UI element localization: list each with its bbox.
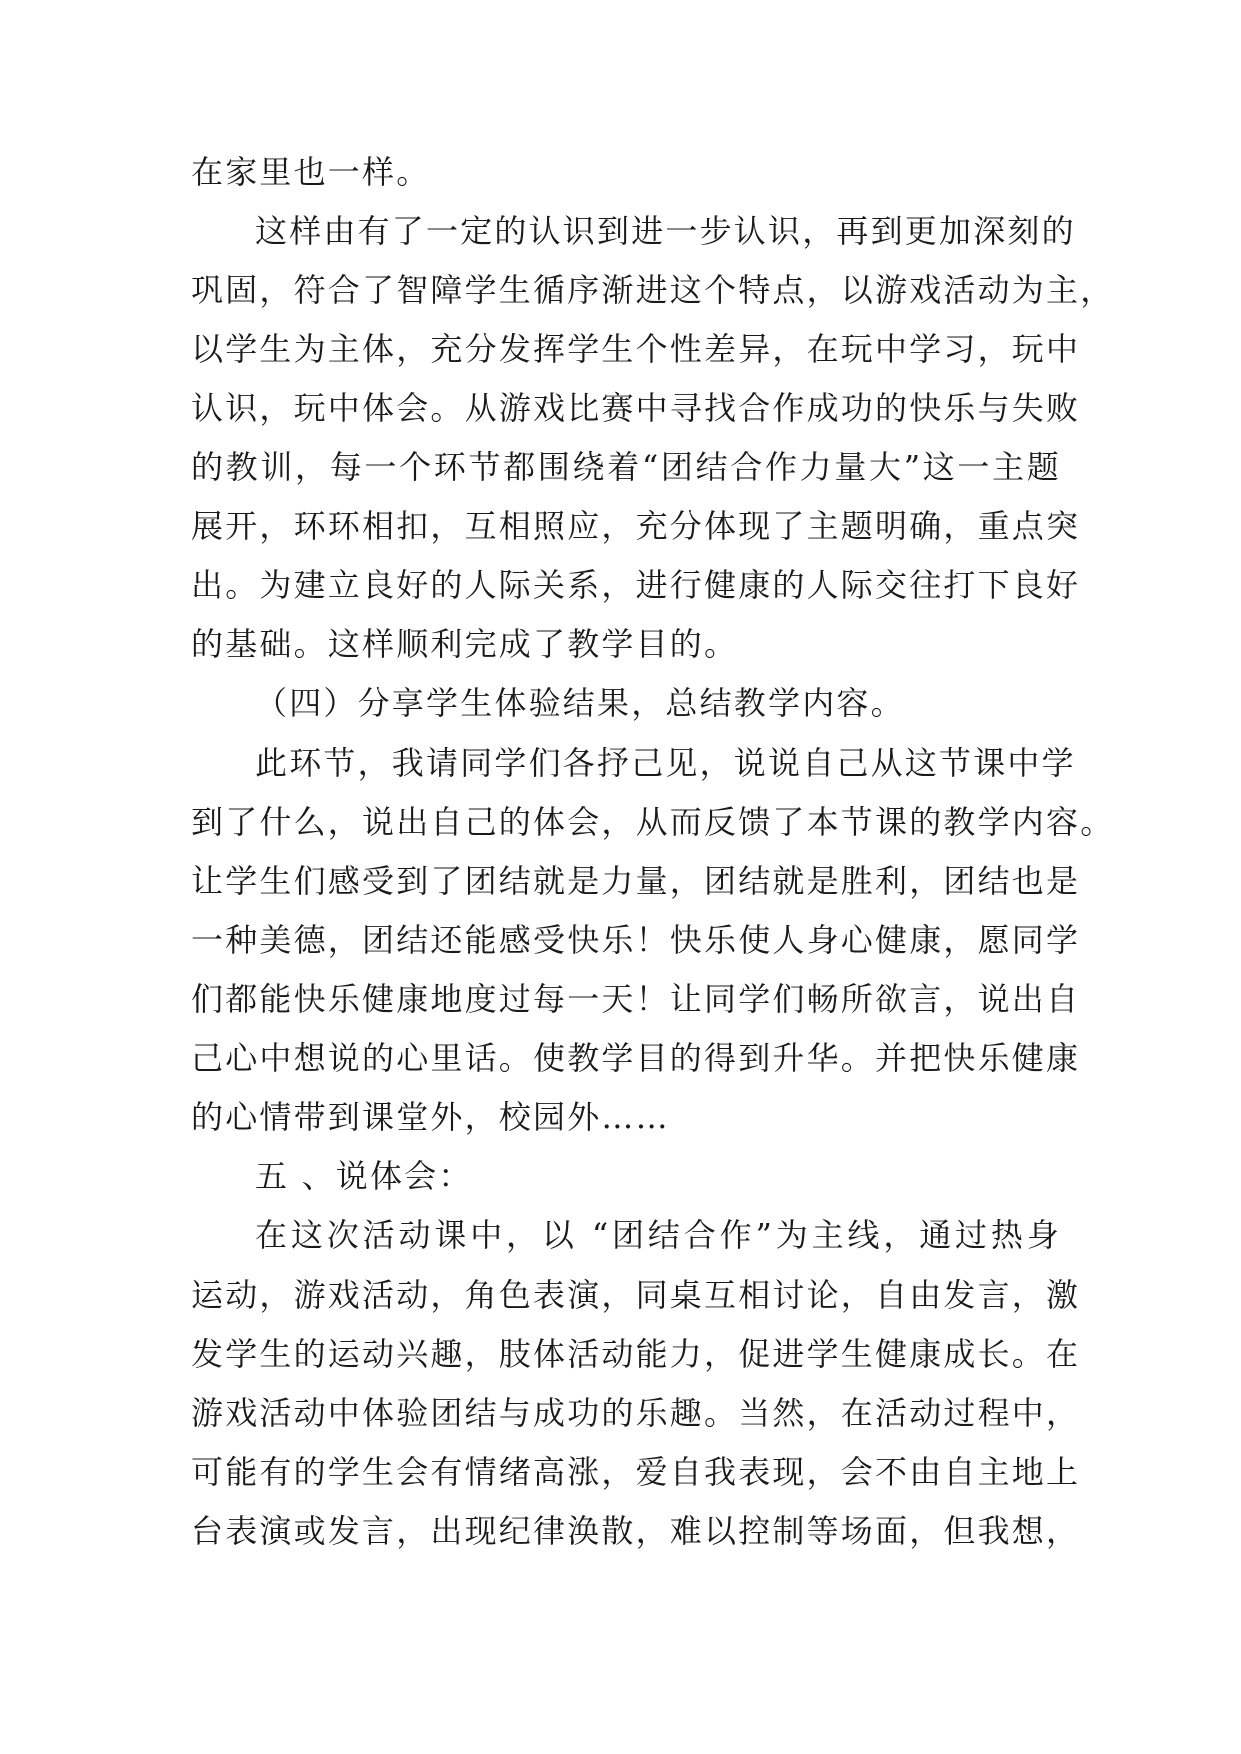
text-line: 发学生的运动兴趣，肢体活动能力，促进学生健康成长。在	[191, 1335, 1081, 1373]
text-line: 此环节，我请同学们各抒己见，说说自己从这节课中学	[255, 744, 1076, 782]
text-line: 在这次活动课中，以 “团结合作”为主线，通过热身	[255, 1216, 1061, 1254]
section-heading: （四）分享学生体验结果，总结教学内容。	[255, 684, 905, 722]
text-line: 一种美德，团结还能感受快乐！快乐使人身心健康，愿同学	[191, 921, 1081, 959]
text-line: 巩固，符合了智障学生循序渐进这个特点，以游戏活动为主，	[191, 271, 1115, 309]
text-line: 到了什么，说出自己的体会，从而反馈了本节课的教学内容。	[191, 803, 1115, 841]
text-line: 让学生们感受到了团结就是力量，团结就是胜利，团结也是	[191, 862, 1081, 900]
text-line: 己心中想说的心里话。使教学目的得到升华。并把快乐健康	[191, 1039, 1081, 1077]
text-line: 这样由有了一定的认识到进一步认识，再到更加深刻的	[255, 212, 1076, 250]
section-heading: 五 、说体会：	[255, 1157, 473, 1195]
text-line: 在家里也一样。	[191, 153, 431, 191]
text-line: 们都能快乐健康地度过每一天！让同学们畅所欲言，说出自	[191, 980, 1081, 1018]
text-line: 可能有的学生会有情绪高涨，爱自我表现，会不由自主地上	[191, 1453, 1081, 1491]
text-line: 出。为建立良好的人际关系，进行健康的人际交往打下良好	[191, 566, 1081, 604]
text-line: 以学生为主体，充分发挥学生个性差异，在玩中学习，玩中	[191, 330, 1081, 368]
text-line: 的教训，每一个环节都围绕着“团结合作力量大”这一主题	[191, 448, 1061, 486]
text-line: 的基础。这样顺利完成了教学目的。	[191, 625, 739, 663]
text-line: 台表演或发言，出现纪律涣散，难以控制等场面，但我想，	[191, 1512, 1081, 1550]
text-line: 认识，玩中体会。从游戏比赛中寻找合作成功的快乐与失败	[191, 389, 1081, 427]
text-line: 的心情带到课堂外，校园外……	[191, 1098, 670, 1136]
text-line: 游戏活动中体验团结与成功的乐趣。当然，在活动过程中，	[191, 1394, 1081, 1432]
text-line: 展开，环环相扣，互相照应，充分体现了主题明确，重点突	[191, 507, 1081, 545]
text-line: 运动，游戏活动，角色表演，同桌互相讨论，自由发言，激	[191, 1276, 1081, 1314]
